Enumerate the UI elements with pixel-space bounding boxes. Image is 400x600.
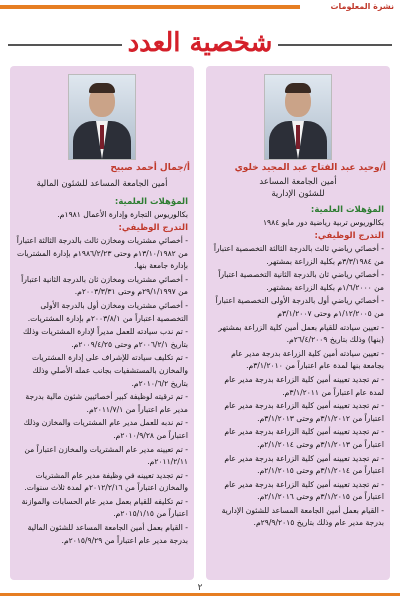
page-title: شخصية العدد xyxy=(127,28,273,58)
qualifications-heading: المؤهلات العلمية: xyxy=(310,205,384,215)
career-item: - تم تجديد تعيينه أمين كلية الزراعة بدرجة مدير عام لمدة عام اعتباراً من ٣/١/٢٠١١م. xyxy=(224,374,384,397)
career-item: - تم ندب سيادته للعمل مديراً لإدارة المشتريات وذلك بتاريخ ٢٠٠٦/٢/١م وحتى ٢٠٠٩/٤/٢٥م. xyxy=(23,327,188,349)
profile-name: أ/وحيد عبد الفتاح عبد المجيد خلوي xyxy=(234,163,386,173)
career-item: - تم تجديد تعيينه أمين كلية الزراعة بدرجة مدير عام اعتباراً من ٣/١/٢٠١٤م وحتى ٢/١/٢٠١٥م. xyxy=(224,453,384,476)
career-item: - أخصائي رياضي ثان بالدرجة الثانية التخصصية اعتباراً من ١/٦/٢٠٠٠م بكلية الزراعة بمشتهر. xyxy=(218,270,384,292)
career-item: - تم تكليف سيادته للإشراف على إدارة المشتريات والمخازن بالمستشفيات بجانب عمله الأصلي وذلك بتاريخ ٢٠١٠/٦/٢م. xyxy=(32,353,188,388)
footer-bar xyxy=(0,593,400,596)
header-stripe xyxy=(0,5,300,9)
qualifications-heading: المؤهلات العلمية: xyxy=(114,197,188,207)
career-item: - أخصائي رياضي ثالث بالدرجة الثالثة التخصصية اعتباراً من ٣/٣/١٩٨٤م بكلية الزراعة بمشتهر. xyxy=(213,244,384,266)
career-item: - القيام بعمل أمين الجامعة المساعد للشئون الإدارية بدرجة مدير عام وذلك بتاريخ ٢٩/٩/٢٠١٥م. xyxy=(221,505,384,528)
career-item: - تعيين سيادته أمين كلية الزراعة بدرجة مدير عام بجامعة بنها لمدة عام اعتباراً من ٣/١/٢٠١٠م. xyxy=(231,348,384,371)
profile-card-left xyxy=(10,66,194,580)
profile-card-right xyxy=(206,66,390,580)
career-item: - تم تجديد تعيينه أمين كلية الزراعة بدرجة مدير عام اعتباراً من ٣/١/٢٠١٣م وحتى ٢/١/٢٠١٤م. xyxy=(224,427,384,449)
career-item: - القيام بعمل أمين الجامعة المساعد للشئون المالية بدرجة مدير عام اعتباراً من ٢٠١٥/٩/٢٩م. xyxy=(27,523,188,545)
career-item: - أخصائي رياضي أول بالدرجة الأولى التخصصية اعتباراً من ١/١٢/٢٠٠٥م وحتى ٣/١/٢٠٠٧م xyxy=(215,296,384,318)
section-label: نشرة المعلومات xyxy=(330,2,394,11)
career-item: - تم تجديد تعيينه في وظيفة مدير عام المشتريات والمخازن اعتباراً من ٢٠١٢/٢/١٦م لمدة ثلاث سنوات. xyxy=(24,470,188,493)
career-item: - أخصائي مشتريات ومخازن ثالث بالدرجة الثالثة اعتباراً من ١٣/١٠/١٩٨٢م وحتى ١٩٨٦/٢/٢٣م بإدارة المشتريات بإدارة جامعة بنها. xyxy=(16,236,188,271)
career-item: - تم تعيينه مدير عام المشتريات والمخازن اعتباراً من ٢٠١١/٢/١١م. xyxy=(24,444,188,467)
career-item: - أخصائي مشتريات ومخازن ثان بالدرجة الثانية اعتباراً من ٢٩/١/١٩٩٧م وحتى ٢٠٠٣/٣/٣١م. xyxy=(21,274,188,297)
career-heading: التدرج الوظيفي: xyxy=(118,223,188,233)
qualification-text: بكالوريوس التجارة وإدارة الأعمال ١٩٨١م. xyxy=(57,210,188,219)
career-item: - تم ندبه للعمل مدير عام المشتريات والمخازن وذلك اعتباراً من ٢٠١٠/٩/٢٨م. xyxy=(23,418,188,440)
career-list xyxy=(212,243,384,531)
career-item: - تم ترقيته لوظيفة كبير أخصائيين شئون مالية بدرجة مدير عام اعتباراً من ٢٠١١/٧/١م. xyxy=(25,392,188,414)
page-number: ٢ xyxy=(197,583,203,593)
career-item: - تعيين سيادته للقيام بعمل أمين كلية الزراعة بمشتهر (بنها) وذلك بتاريخ ٢٦/٤/٢٠٠٩م. xyxy=(218,322,384,345)
top-header-bar xyxy=(0,0,400,14)
career-item: - تم تكليفه للقيام بعمل مدير عام الحسابات والموازنة اعتباراً من ٢٠١٥/١/١٥م. xyxy=(21,496,188,519)
profile-role-sub: للشئون الإدارية xyxy=(271,189,325,199)
profile-photo xyxy=(264,74,332,160)
career-item: - أخصائي مشتريات ومخازن أول بالدرجة الأولى التخصصية اعتباراً من ٢٠٠٣/٨/١م بإدارة المشتريات. xyxy=(27,300,188,323)
career-list xyxy=(16,235,188,548)
career-item: - تم تجديد تعيينه أمين كلية الزراعة بدرجة مدير عام اعتباراً من ٣/١/٢٠١٢م وحتى ٣/١/٢٠١٣م. xyxy=(224,401,384,423)
profile-role: أمين الجامعة المساعد للشئون المالية xyxy=(36,179,168,189)
qualification-text: بكالوريوس تربية رياضية دور مايو ١٩٨٤ xyxy=(262,218,384,227)
career-heading: التدرج الوظيفي: xyxy=(314,231,384,241)
profile-role: أمين الجامعة المساعد xyxy=(259,177,337,187)
profile-photo xyxy=(68,74,136,160)
career-item: - تم تجديد تعيينه أمين كلية الزراعة بدرجة مدير عام اعتباراً من ٣/١/٢٠١٥م وحتى ٢/١/٢٠١٦م. xyxy=(224,479,384,502)
profile-name: أ/جمال أحمد صبيح xyxy=(110,163,190,173)
